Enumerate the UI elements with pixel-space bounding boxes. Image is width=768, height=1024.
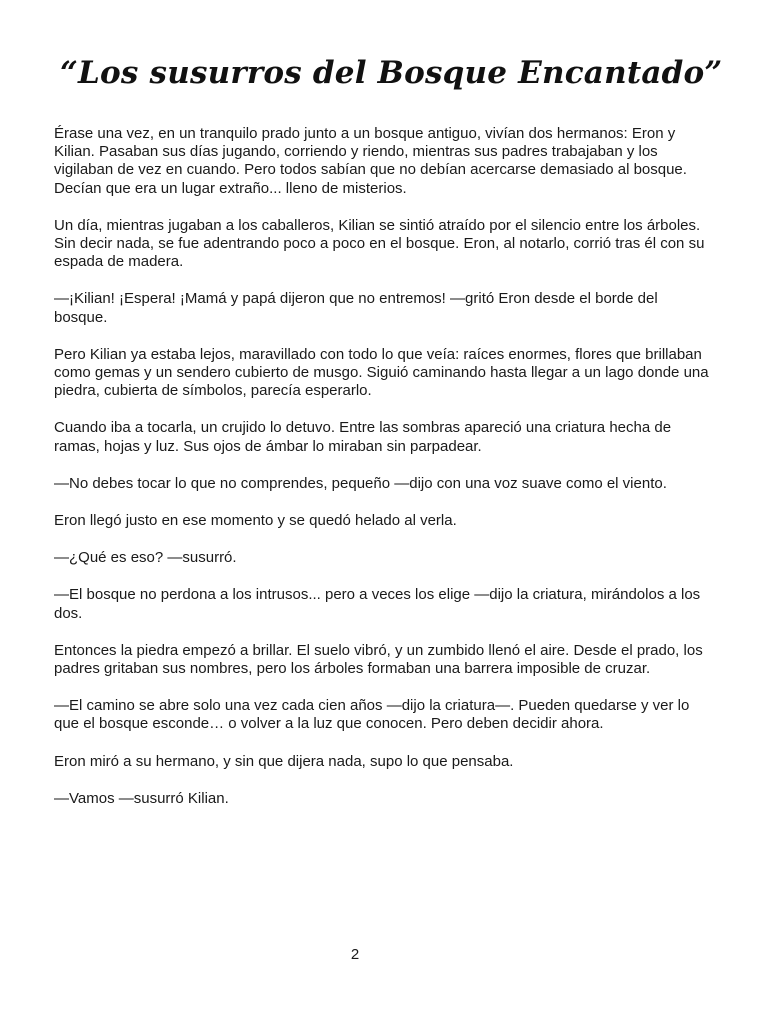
paragraph: —¿Qué es eso? —susurró.: [54, 549, 237, 567]
page-number: 2: [350, 946, 360, 963]
paragraph: Un día, mientras jugaban a los caballeros, Kilian se sintió atraído por el silencio entre los árboles. Sin decir nada, se fue adentrando poco a poco en el bosque. Eron, al notarlo, corrió tras él con su espada de madera.: [54, 216, 705, 271]
story-body: [54, 125, 714, 827]
paragraph: —El camino se abre solo una vez cada cien años —dijo la criatura—. Pueden quedarse y ver lo que el bosque esconde… o volver a la luz que conocen. Pero deben decidir ahora.: [54, 697, 690, 733]
paragraph: Entonces la piedra empezó a brillar. El suelo vibró, y un zumbido llenó el aire. Desde el prado, los padres gritaban sus nombres, pero los árboles formaban una barrera imposible de cruzar.: [54, 641, 703, 678]
paragraph: —Vamos —susurró Kilian.: [54, 789, 229, 807]
paragraph: Érase una vez, en un tranquilo prado junto a un bosque antiguo, vivían dos hermanos: Eron y Kilian. Pasaban sus días jugando, corriendo y riendo, mientras sus padres trabajaban y los vigilaban de vez en cuando. Pero todos sabían que no debían acercarse demasiado al bosque. Decían que era un lugar extraño... lleno de misterios.: [54, 125, 687, 197]
paragraph: Pero Kilian ya estaba lejos, maravillado con todo lo que veía: raíces enormes, flores que brillaban como gemas y un sendero cubierto de musgo. Siguió caminando hasta llegar a un lago donde una piedra, cubierta de símbolos, parecía esperarlo.: [54, 345, 709, 400]
paragraph: —¡Kilian! ¡Espera! ¡Mamá y papá dijeron que no entremos! —gritó Eron desde el borde del bosque.: [54, 290, 658, 326]
paragraph: Eron llegó justo en ese momento y se quedó helado al verla.: [54, 512, 457, 530]
paragraph: Cuando iba a tocarla, un crujido lo detuvo. Entre las sombras apareció una criatura hecha de ramas, hojas y luz. Sus ojos de ámbar lo miraban sin parpadear.: [54, 419, 672, 455]
paragraph: —No debes tocar lo que no comprendes, pequeño —dijo con una voz suave como el viento.: [54, 474, 667, 492]
paragraph: —El bosque no perdona a los intrusos... pero a veces los elige —dijo la criatura, mirándolos a los dos.: [54, 586, 701, 622]
page-title: “Los susurros del Bosque Encantado”: [60, 55, 723, 91]
paragraph: Eron miró a su hermano, y sin que dijera nada, supo lo que pensaba.: [54, 752, 514, 770]
